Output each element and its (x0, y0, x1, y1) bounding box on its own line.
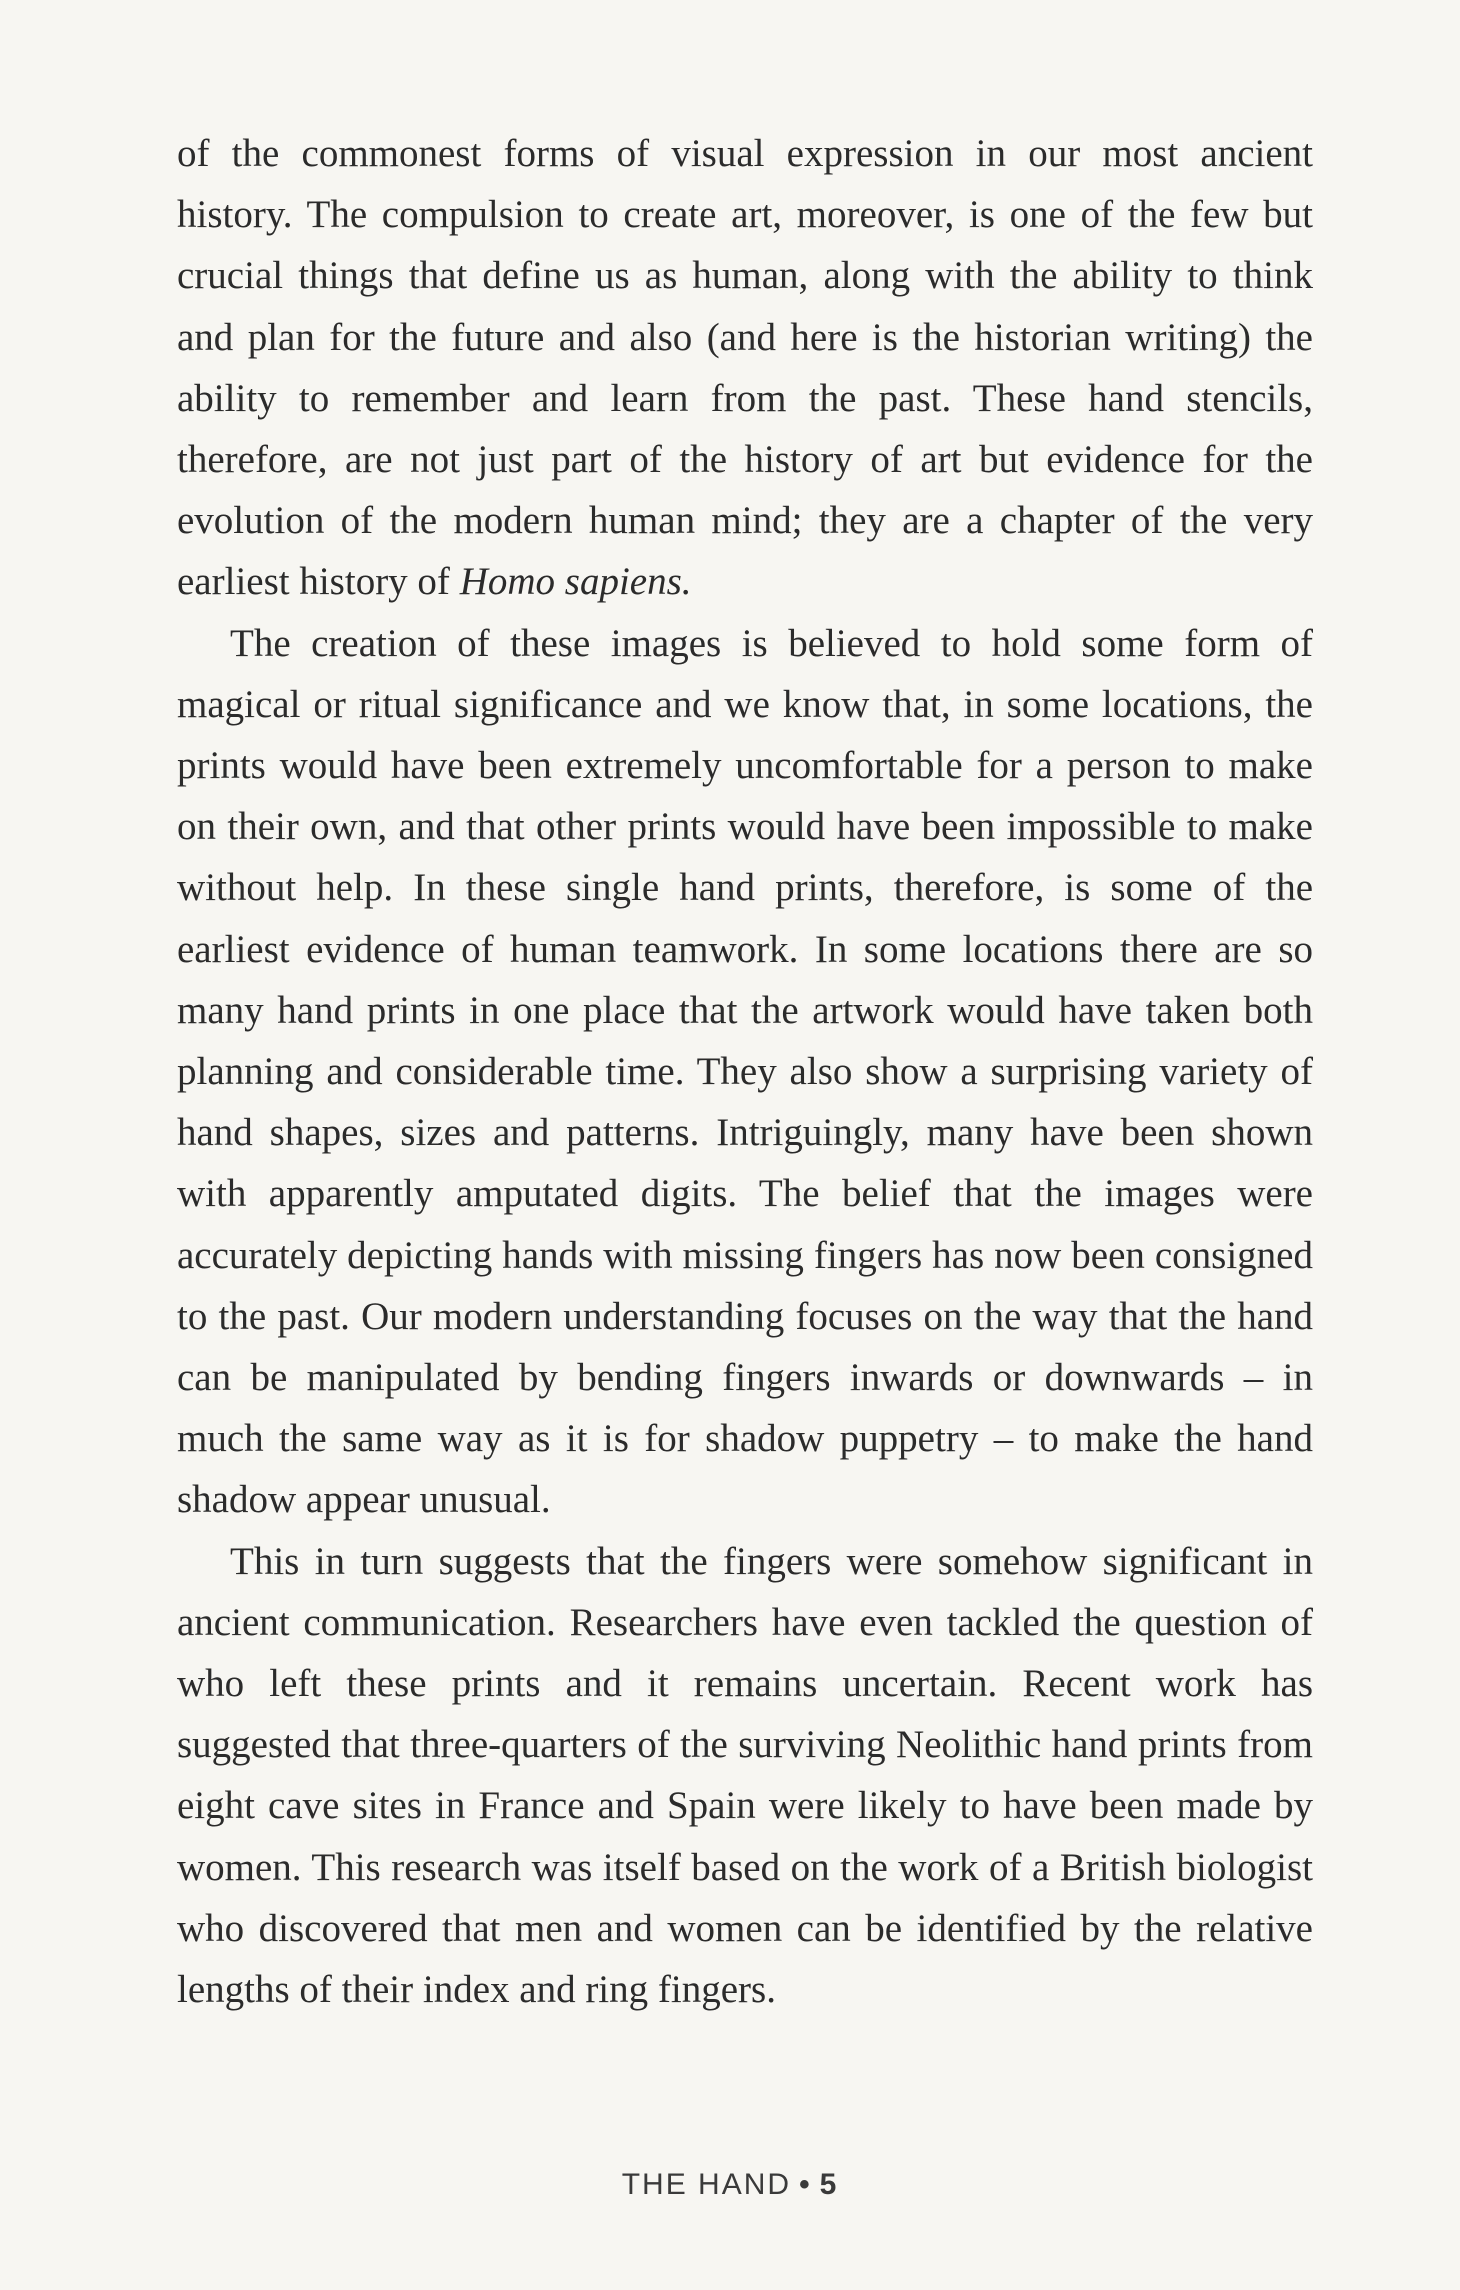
paragraph-1-text: of the commonest forms of visual expression in our most ancient history. The compulsion to create art, moreover, is one of the few but crucial things that define us as human, along with the ability to think and plan for the future and also (and here is the historian writing) the ability to remember and learn from the past. These hand stencils, therefore, are not just part of the history of art but evidence for the evolution of the modern human mind; they are a chapter of the very earliest history of (177, 132, 1313, 604)
paragraph-1-italic: Homo sapiens. (459, 560, 692, 604)
page-number: 5 (819, 2168, 839, 2201)
paragraph-3: This in turn suggests that the fingers were somehow significant in ancient communication. Researchers have even tackled the question of who left these prints and it remains uncertain. Recent work has suggested that three-quarters of the surviving Neolithic hand prints from eight cave sites in France and Spain were likely to have been made by women. This research was itself based on the work of a British biologist who discovered that men and women can be identified by the relative lengths of their index and ring fingers. (177, 1539, 1313, 2012)
running-title: THE HAND (621, 2168, 792, 2201)
body-text (177, 123, 1313, 2020)
running-footer (0, 2168, 1460, 2202)
paragraph-2: The creation of these images is believed to hold some form of magical or ritual significance and we know that, in some locations, the prints would have been extremely uncomfortable for a person to make on their own, and that other prints would have been impossible to make without help. In these single hand prints, therefore, is some of the earliest evidence of human teamwork. In some locations there are so many hand prints in one place that the artwork would have taken both planning and considerable time. They also show a surprising variety of hand shapes, sizes and patterns. Intriguingly, many have been shown with apparently amputated digits. The belief that the images were accurately depicting hands with missing fingers has now been consigned to the past. Our modern understanding focuses on the way that the hand can be manipulated by bending fingers inwards or downwards – in much the same way as it is for shadow puppetry – to make the hand shadow appear unusual. (177, 621, 1313, 1522)
paragraph-1 (177, 123, 1313, 613)
footer-separator: • (799, 2168, 812, 2201)
